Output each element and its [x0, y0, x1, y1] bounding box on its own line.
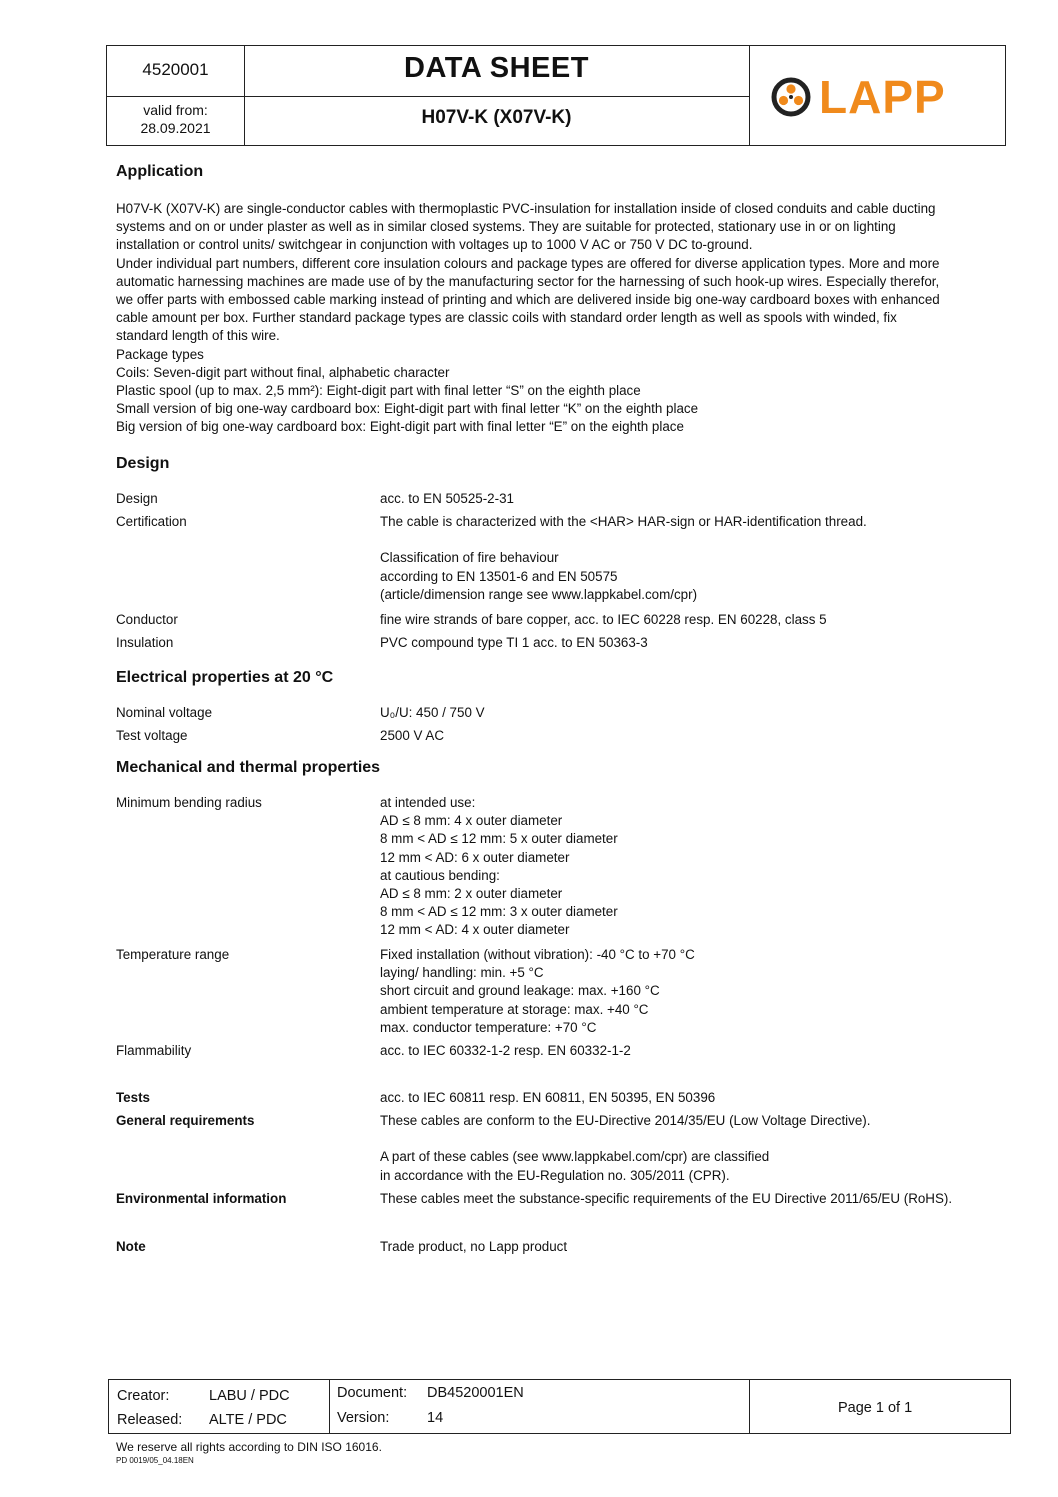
- property-label: Conductor: [116, 612, 178, 627]
- version-label: Version:: [337, 1410, 390, 1426]
- property-value: [380, 634, 1020, 652]
- property-value-line: These cables are conform to the EU-Directive 2014/35/EU (Low Voltage Directive).: [380, 1113, 871, 1128]
- property-label: Temperature range: [116, 947, 230, 962]
- document-label: Document:: [337, 1385, 408, 1401]
- application-text: [116, 200, 1036, 437]
- application-line: systems and on or under plaster as well as in similar closed systems. They are suitable for protected, stationary use in or on lighting: [116, 219, 896, 235]
- application-line: H07V-K (X07V-K) are single-conductor cables with thermoplastic PVC-insulation for installation inside of closed conduits and cable ducting: [116, 201, 936, 216]
- property-value-line: Trade product, no Lapp product: [380, 1239, 568, 1254]
- property-value: [380, 611, 1020, 629]
- property-value-line: The cable is characterized with the <HAR> HAR-sign or HAR-identification thread.: [380, 514, 867, 529]
- application-line: automatic harnessing machines are made use of by the manufacturing sector for the harnessing of such hook-up wires. Especially therefor,: [116, 273, 940, 289]
- property-value: [380, 727, 1020, 745]
- application-line: Under individual part numbers, different core insulation colours and package types are offered for diverse application types. More and more: [116, 255, 940, 271]
- footer-divider-2: [749, 1380, 750, 1433]
- header-divider: [107, 96, 749, 97]
- property-value-line: [380, 1130, 1020, 1148]
- header-box: [106, 45, 1006, 146]
- version-value: 14: [427, 1410, 444, 1426]
- property-value-line: in accordance with the EU-Regulation no. 305/2011 (CPR).: [380, 1167, 730, 1183]
- application-line: Big version of big one-way cardboard box: Eight-digit part with final letter “E” on the eighth place: [116, 419, 684, 435]
- application-line: we offer parts with embossed cable marking instead of printing and which are delivered inside big one-way cardboard boxes with enhanced: [116, 292, 940, 308]
- property-value-line: AD ≤ 8 mm: 2 x outer diameter: [380, 886, 563, 902]
- property-value-line: at intended use:: [380, 795, 476, 810]
- property-value-line: according to EN 13501-6 and EN 50575: [380, 568, 618, 584]
- property-value: [380, 1112, 1020, 1185]
- property-value-line: AD ≤ 8 mm: 4 x outer diameter: [380, 813, 563, 829]
- property-label: Insulation: [116, 635, 174, 650]
- property-value-line: U₀/U: 450 / 750 V: [380, 705, 485, 720]
- form-code: PD 0019/05_04.18EN: [116, 1456, 194, 1465]
- property-value-line: laying/ handling: min. +5 °C: [380, 965, 544, 981]
- property-value-line: 12 mm < AD: 6 x outer diameter: [380, 849, 570, 865]
- property-value-line: PVC compound type TI 1 acc. to EN 50363-3: [380, 635, 648, 650]
- property-value-line: 12 mm < AD: 4 x outer diameter: [380, 922, 570, 938]
- application-line: cable amount per box. Further standard package types are classic coils with standard order length as well as spools with winded, fix: [116, 310, 897, 326]
- property-value-line: Classification of fire behaviour: [380, 550, 559, 566]
- creator-label: Creator:: [117, 1388, 170, 1404]
- page-title: DATA SHEET: [404, 52, 589, 84]
- property-label: Tests: [116, 1090, 150, 1105]
- property-value-line: acc. to EN 50525-2-31: [380, 491, 514, 506]
- property-value-line: Fixed installation (without vibration): -40 °C to +70 °C: [380, 947, 695, 962]
- document-value: DB4520001EN: [427, 1385, 524, 1401]
- footer-divider-1: [329, 1380, 330, 1433]
- property-value: [380, 1238, 1020, 1256]
- property-value: [380, 704, 1020, 722]
- property-value-line: fine wire strands of bare copper, acc. to IEC 60228 resp. EN 60228, class 5: [380, 612, 827, 627]
- application-line: Coils: Seven-digit part without final, alphabetic character: [116, 364, 450, 380]
- property-label: Flammability: [116, 1043, 192, 1058]
- section-heading-application: Application: [116, 163, 204, 180]
- property-value-line: These cables meet the substance-specific requirements of the EU Directive 2011/65/EU (RoHS).: [380, 1191, 953, 1206]
- cable-cross-section-icon: [771, 77, 811, 117]
- property-value-line: at cautious bending:: [380, 867, 500, 883]
- application-line: Small version of big one-way cardboard box: Eight-digit part with final letter “K” on the eighth place: [116, 401, 699, 417]
- application-line: installation or control units/ switchgear in conjunction with voltages up to 1000 V AC or 750 V DC to-ground.: [116, 237, 753, 253]
- property-label: Nominal voltage: [116, 705, 213, 720]
- released-value: ALTE / PDC: [209, 1412, 287, 1428]
- application-line: standard length of this wire.: [116, 328, 280, 344]
- property-value: [380, 513, 1020, 604]
- document-number: 4520001: [142, 60, 209, 79]
- property-label: Certification: [116, 514, 187, 529]
- property-value: [380, 1190, 1020, 1208]
- property-value-line: [380, 531, 1020, 549]
- property-value-line: ambient temperature at storage: max. +40 °C: [380, 1001, 649, 1017]
- property-label: Design: [116, 491, 158, 506]
- property-value: [380, 946, 1020, 1037]
- property-value-line: acc. to IEC 60332-1-2 resp. EN 60332-1-2: [380, 1043, 631, 1058]
- valid-from: [107, 101, 244, 137]
- lapp-logo: [769, 70, 999, 124]
- application-line: Package types: [116, 346, 204, 362]
- footer-box: [108, 1379, 1011, 1434]
- logo-text: LAPP: [819, 71, 946, 123]
- valid-label: valid from:: [143, 102, 208, 118]
- property-label: General requirements: [116, 1113, 255, 1128]
- section-heading-design: Design: [116, 455, 170, 472]
- property-label: Note: [116, 1239, 146, 1254]
- creator-value: LABU / PDC: [209, 1388, 290, 1404]
- property-value-line: 8 mm < AD ≤ 12 mm: 5 x outer diameter: [380, 831, 618, 847]
- released-label: Released:: [117, 1412, 183, 1428]
- property-value-line: short circuit and ground leakage: max. +160 °C: [380, 983, 660, 999]
- property-value: [380, 1089, 1020, 1107]
- property-value-line: max. conductor temperature: +70 °C: [380, 1019, 597, 1035]
- property-label: Environmental information: [116, 1191, 287, 1206]
- valid-date: 28.09.2021: [140, 120, 211, 136]
- property-value-line: 2500 V AC: [380, 728, 445, 743]
- property-value-line: (article/dimension range see www.lappkabel.com/cpr): [380, 586, 698, 602]
- property-label: Minimum bending radius: [116, 795, 262, 810]
- property-label: Test voltage: [116, 728, 188, 743]
- property-value-line: acc. to IEC 60811 resp. EN 60811, EN 50395, EN 50396: [380, 1090, 716, 1105]
- section-heading-electrical: Electrical properties at 20 °C: [116, 669, 334, 686]
- property-value-line: 8 mm < AD ≤ 12 mm: 3 x outer diameter: [380, 904, 618, 920]
- page-number: Page 1 of 1: [838, 1400, 913, 1416]
- product-name: H07V-K (X07V-K): [421, 107, 572, 128]
- application-line: Plastic spool (up to max. 2,5 mm²): Eight-digit part with final letter “S” on the eighth place: [116, 383, 641, 399]
- rights-notice: We reserve all rights according to DIN ISO 16016.: [116, 1440, 382, 1454]
- property-value: [380, 794, 1020, 940]
- property-value: [380, 1042, 1020, 1060]
- section-heading-mechanical: Mechanical and thermal properties: [116, 759, 381, 776]
- property-value: [380, 490, 1020, 508]
- property-value-line: A part of these cables (see www.lappkabel.com/cpr) are classified: [380, 1149, 770, 1165]
